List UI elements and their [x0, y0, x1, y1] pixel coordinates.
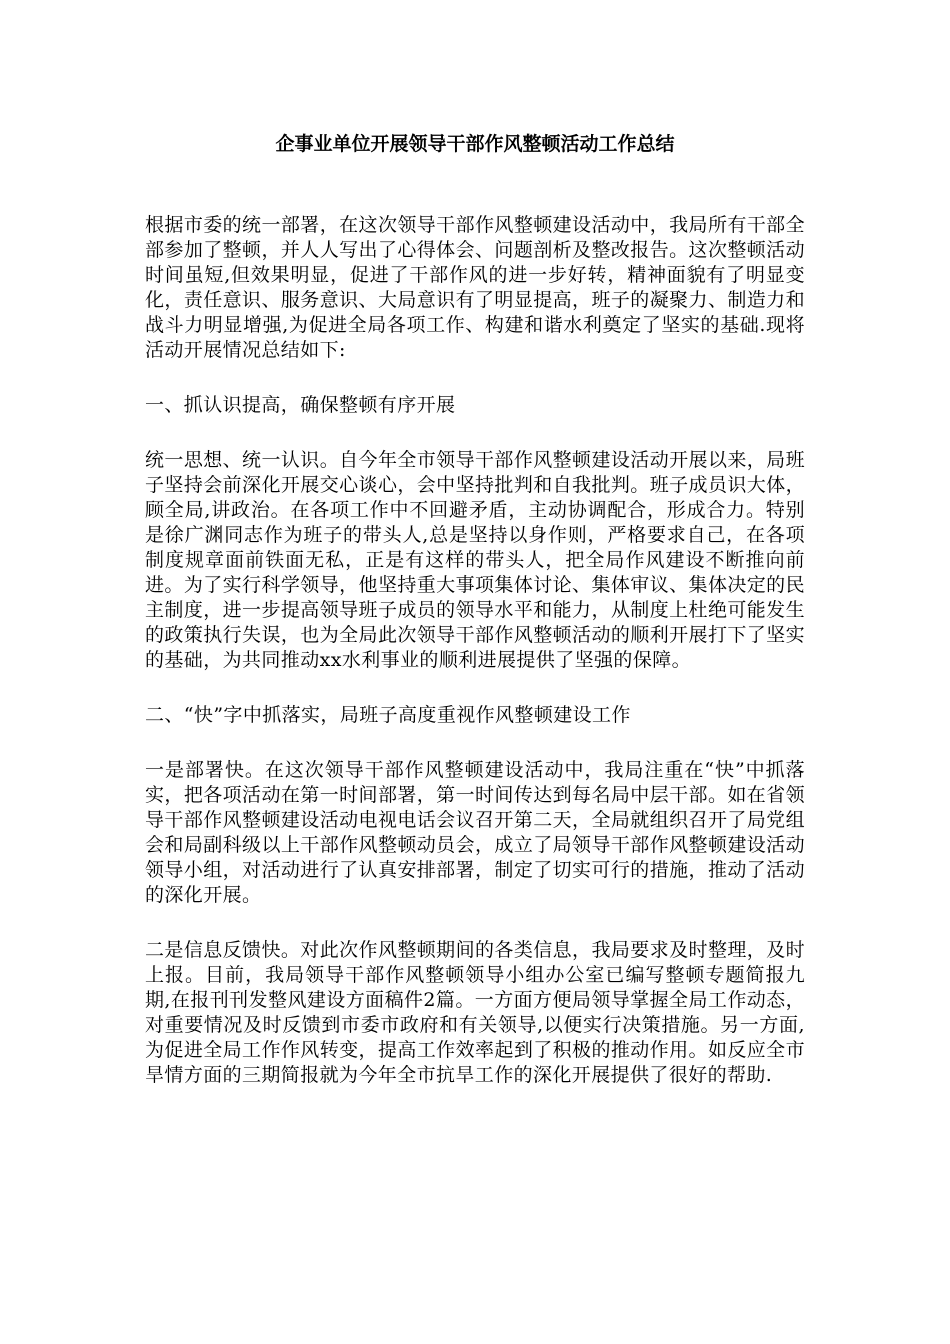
- section-2-paragraph-2: 二是信息反馈快。对此次作风整顿期间的各类信息，我局要求及时整理，及时上报。目前，我局领导干部作风整顿领导小组办公室已编写整顿专题简报九期,在报刊刊发整风建设方面稿件2篇。一方面方便局领导掌握全局工作动态，对重要情况及时反馈到市委市政府和有关领导,以便实行决策措施。另一方面,为促进全局工作作风转变，提高工作效率起到了积极的推动作用。如反应全市旱情方面的三期简报就为今年全市抗旱工作的深化开展提供了很好的帮助.: [145, 939, 805, 1086]
- section-heading-2: 二、“快”字中抓落实，局班子高度重视作风整顿建设工作: [145, 704, 631, 726]
- intro-paragraph: 根据市委的统一部署，在这次领导干部作风整顿建设活动中，我局所有干部全部参加了整顿，并人人写出了心得体会、问题剖析及整改报告。这次整顿活动时间虽短,但效果明显，促进了干部作风的进一步好转，精神面貌有了明显变化，责任意识、服务意识、大局意识有了明显提高，班子的凝聚力、制造力和战斗力明显增强,为促进全局各项工作、构建和谐水利奠定了坚实的基础.现将活动开展情况总结如下:: [145, 214, 805, 361]
- section-2-paragraph-1: 一是部署快。在这次领导干部作风整顿建设活动中，我局注重在“快”中抓落实，把各项活动在第一时间部署，第一时间传达到每名局中层干部。如在省领导干部作风整顿建设活动电视电话会议召开第二天，全局就组织召开了局党组会和局副科级以上干部作风整顿动员会，成立了局领导干部作风整顿建设活动领导小组，对活动进行了认真安排部署，制定了切实可行的措施，推动了活动的深化开展。: [145, 759, 805, 906]
- document-body: [145, 213, 805, 1118]
- document-title: 企事业单位开展领导干部作风整顿活动工作总结: [275, 133, 675, 155]
- section-1-paragraph: 统一思想、统一认识。自今年全市领导干部作风整顿建设活动开展以来，局班子坚持会前深化开展交心谈心，会中坚持批判和自我批判。班子成员识大体，顾全局,讲政治。在各项工作中不回避矛盾，主动协调配合，形成合力。特别是徐广渊同志作为班子的带头人,总是坚持以身作则，严格要求自己，在各项制度规章面前铁面无私，正是有这样的带头人，把全局作风建设不断推向前进。为了实行科学领导，他坚持重大事项集体讨论、集体审议、集体决定的民主制度，进一步提高领导班子成员的领导水平和能力，从制度上杜绝可能发生的政策执行失误，也为全局此次领导干部作风整顿活动的顺利开展打下了坚实的基础，为共同推动xx水利事业的顺利进展提供了坚强的保障。: [145, 449, 805, 671]
- section-heading-1: 一、抓认识提高，确保整顿有序开展: [145, 394, 456, 416]
